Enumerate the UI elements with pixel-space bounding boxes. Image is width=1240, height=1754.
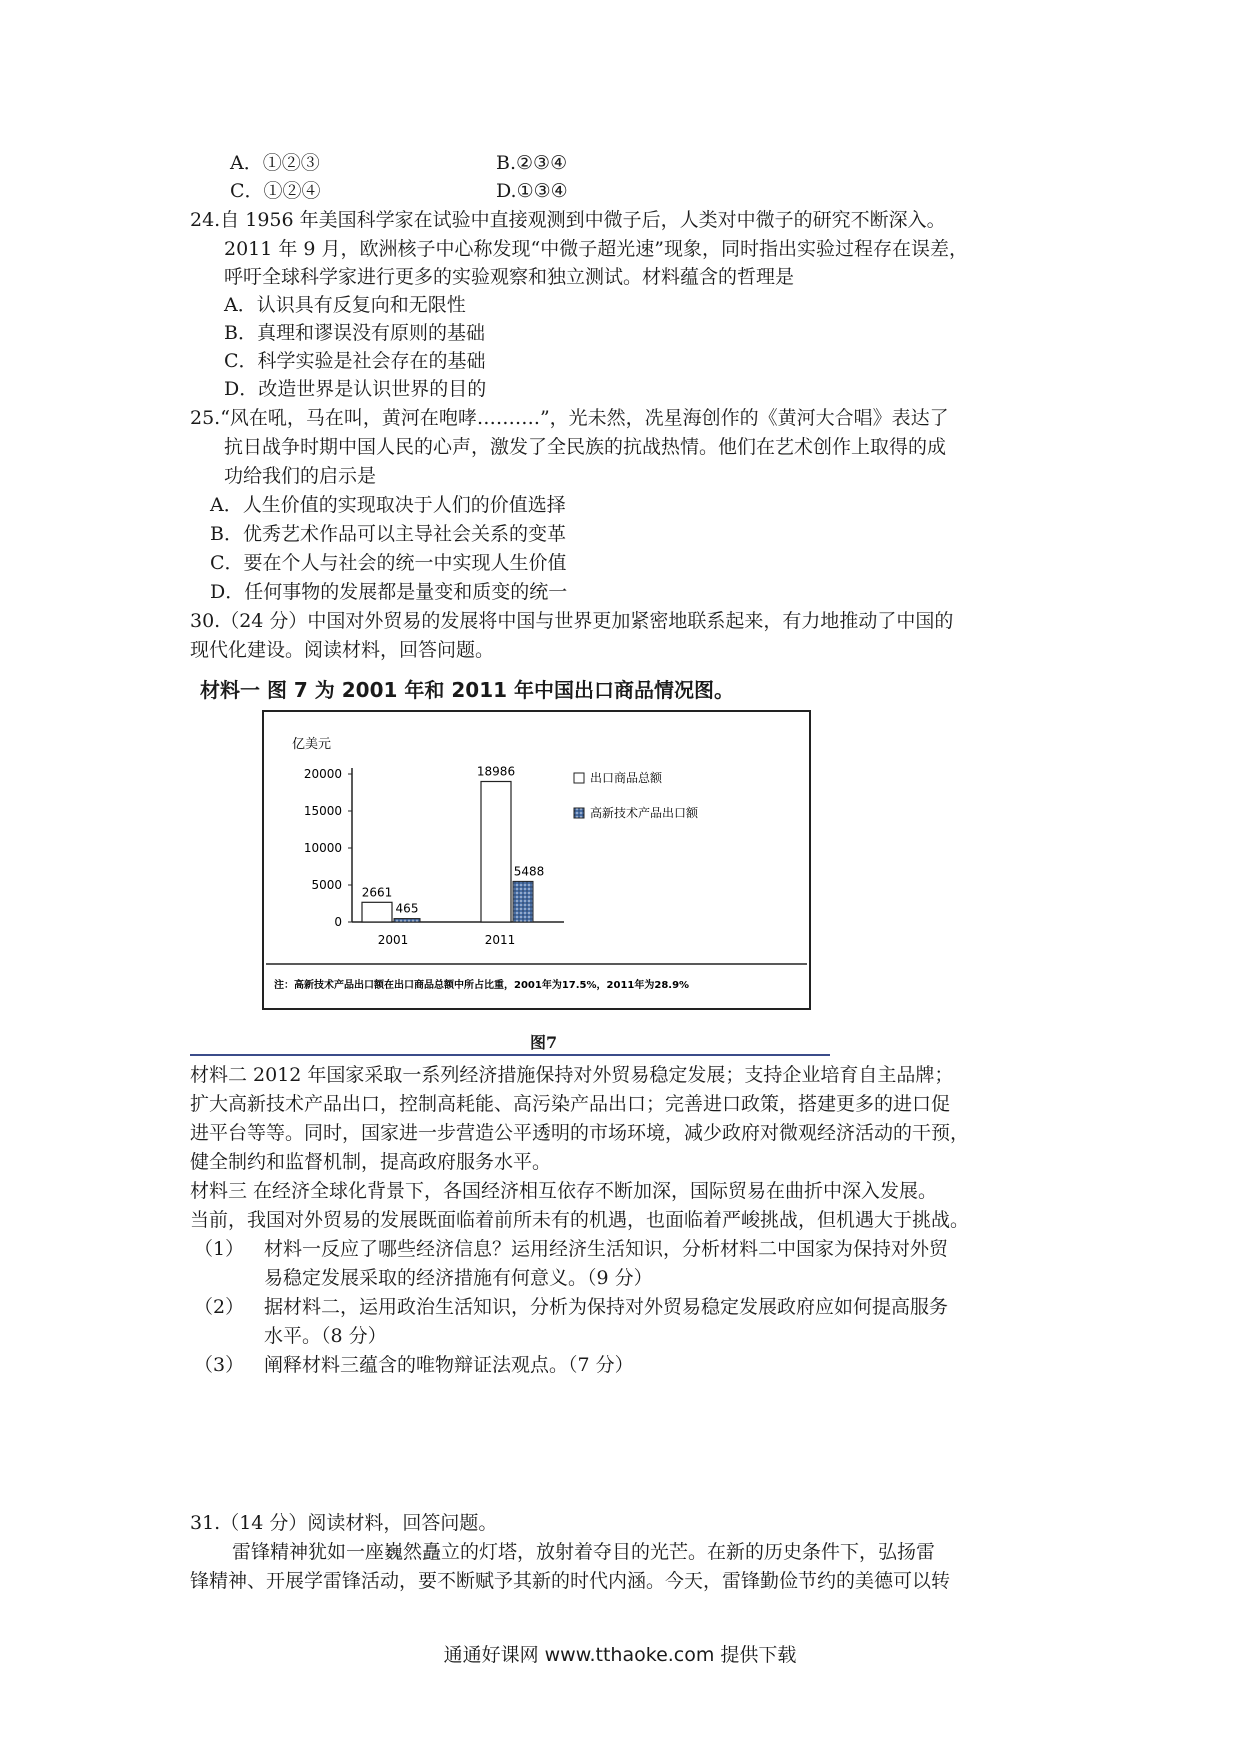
q25-option-d: D．任何事物的发展都是量变和质变的统一 <box>210 581 568 603</box>
material2-line-3: 进平台等等。同时，国家进一步营造公平透明的市场环境，减少政府对微观经济活动的干预， <box>190 1122 970 1144</box>
bar-total-2001 <box>362 902 392 922</box>
export-chart <box>262 710 811 1010</box>
y-axis-unit: 亿美元 <box>292 737 332 752</box>
sub-question-2-line-1: 据材料二，运用政治生活知识，分析为保持对外贸易稳定发展政府应如何提高服务 <box>264 1296 949 1318</box>
y-tick-label-2: 10000 <box>303 841 342 855</box>
sub-question-2-line-2: 水平。（8 分） <box>264 1325 387 1347</box>
material3-line-2: 当前，我国对外贸易的发展既面临着前所未有的机遇，也面临着严峻挑战，但机遇大于挑战。 <box>190 1209 970 1231</box>
q25-option-b: B．优秀艺术作品可以主导社会关系的变革 <box>210 523 566 545</box>
q25-line-2: 抗日战争时期中国人民的心声，激发了全民族的抗战热情。他们在艺术创作上取得的成 <box>224 436 947 458</box>
q24-line-2: 2011 年 9 月，欧洲核子中心称发现“中微子超光速”现象，同时指出实验过程存在误差， <box>224 238 968 260</box>
q23-option-a: A．①②③ <box>230 152 320 174</box>
q23-option-b: B.②③④ <box>496 152 568 174</box>
q23-option-d: D.①③④ <box>496 180 568 202</box>
q24-option-a: A．认识具有反复向和无限性 <box>224 294 466 316</box>
q31-line-2: 雷锋精神犹如一座巍然矗立的灯塔，放射着夺目的光芒。在新的历史条件下，弘扬雷 <box>232 1541 936 1563</box>
y-tick-label-0: 0 <box>334 915 342 929</box>
material2-line-2: 扩大高新技术产品出口，控制高耗能、高污染产品出口；完善进口政策，搭建更多的进口促 <box>190 1093 951 1115</box>
q23-option-c: C．①②④ <box>230 180 321 202</box>
bar-hightech-2001 <box>394 919 420 922</box>
x-tick-label-2001: 2001 <box>377 933 409 947</box>
q24-option-c: C．科学实验是社会存在的基础 <box>224 350 486 372</box>
export-chart-svg <box>264 712 809 1008</box>
sub-question-3-num: （3） <box>194 1354 245 1376</box>
figure-caption: 图7 <box>530 1033 558 1052</box>
q25-option-a: A．人生价值的实现取决于人们的价值选择 <box>210 494 566 516</box>
bar-hightech-2011 <box>513 881 533 922</box>
sub-question-1-line-1: 材料一反应了哪些经济信息？运用经济生活知识，分析材料二中国家为保持对外贸 <box>264 1238 949 1260</box>
legend-swatch-0 <box>574 773 584 783</box>
sub-question-2-num: （2） <box>194 1296 245 1318</box>
q24-option-b: B．真理和谬误没有原则的基础 <box>224 322 485 344</box>
sub-question-3-line-1: 阐释材料三蕴含的唯物辩证法观点。（7 分） <box>264 1354 634 1376</box>
q24-option-d: D．改造世界是认识世界的目的 <box>224 378 487 400</box>
q25-option-c: C．要在个人与社会的统一中实现人生价值 <box>210 552 567 574</box>
y-tick-label-4: 20000 <box>303 767 342 781</box>
material2-line-4: 健全制约和监督机制，提高政府服务水平。 <box>190 1151 552 1173</box>
figure-divider <box>190 1054 830 1056</box>
sub-question-1-line-2: 易稳定发展采取的经济措施有何意义。（9 分） <box>264 1267 653 1289</box>
material1-title: 材料一 图 7 为 2001 年和 2011 年中国出口商品情况图。 <box>200 678 734 702</box>
q31-line-1: 31.（14 分）阅读材料，回答问题。 <box>190 1512 498 1534</box>
q31-line-3: 锋精神、开展学雷锋活动，要不断赋予其新的时代内涵。今天，雷锋勤俭节约的美德可以转 <box>190 1570 951 1592</box>
material3-line-1: 材料三 在经济全球化背景下，各国经济相互依存不断加深，国际贸易在曲折中深入发展。 <box>190 1180 938 1202</box>
sub-question-1-num: （1） <box>194 1238 245 1260</box>
q25-line-3: 功给我们的启示是 <box>224 465 377 487</box>
legend-label-0: 出口商品总额 <box>590 771 663 785</box>
legend-label-1: 高新技术产品出口额 <box>590 806 699 820</box>
y-tick-label-3: 15000 <box>303 804 342 818</box>
material2-line-1: 材料二 2012 年国家采取一系列经济措施保持对外贸易稳定发展；支持企业培育自主品牌； <box>190 1064 954 1086</box>
bar-label-hightech-2011: 5488 <box>513 864 545 879</box>
x-tick-label-2011: 2011 <box>484 933 516 947</box>
q24-line-1: 24.自 1956 年美国科学家在试验中直接观测到中微子后，人类对中微子的研究不断深入。 <box>190 209 946 231</box>
bar-label-hightech-2001: 465 <box>395 901 419 916</box>
bar-label-total-2001: 2661 <box>361 885 393 900</box>
y-tick-label-1: 5000 <box>311 878 342 892</box>
bar-label-total-2011: 18986 <box>476 764 516 779</box>
q25-line-1: 25.“风在吼，马在叫，黄河在咆哮……….”，光未然，冼星海创作的《黄河大合唱》表达了 <box>190 407 949 429</box>
chart-note: 注：高新技术产品出口额在出口商品总额中所占比重，2001年为17.5%，2011年为28.9% <box>274 980 690 991</box>
footer-source: 通通好课网 www.tthaoke.com 提供下载 <box>443 1644 797 1666</box>
q30-line-2: 现代化建设。阅读材料，回答问题。 <box>190 639 495 661</box>
legend-swatch-1 <box>574 808 584 818</box>
bar-total-2011 <box>481 782 511 922</box>
q24-line-3: 呼吁全球科学家进行更多的实验观察和独立测试。材料蕴含的哲理是 <box>224 266 795 288</box>
q30-line-1: 30.（24 分）中国对外贸易的发展将中国与世界更加紧密地联系起来，有力地推动了中国的 <box>190 610 954 632</box>
